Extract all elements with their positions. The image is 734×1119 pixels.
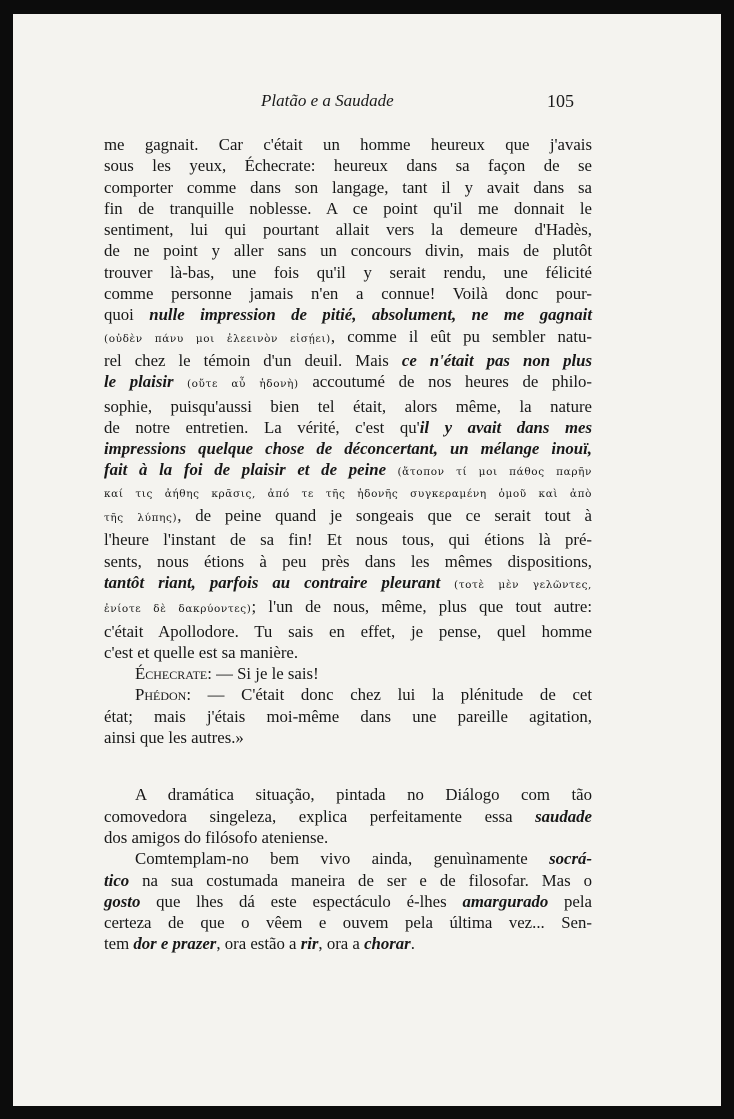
text-run: rel chez le témoin d'un deuil. Mais bbox=[104, 350, 402, 370]
emphasis: gosto bbox=[104, 891, 141, 911]
text-run: quoi bbox=[104, 305, 150, 325]
text-line: c'était Apollodore. Tu sais en effet, je pense, quel homme bbox=[104, 621, 592, 641]
text-line bbox=[104, 870, 592, 891]
text-run: accoutumé de nos heures de philo- bbox=[298, 372, 592, 392]
text-line: certeza de que o vêem e ouvem pela última vez... Sen- bbox=[104, 913, 592, 933]
page-header bbox=[13, 91, 721, 115]
emphasis: fait à la foi de plaisir et de peine bbox=[104, 460, 387, 480]
text-line bbox=[104, 350, 592, 371]
text-line bbox=[104, 891, 592, 912]
text-line: sophie, puisqu'aussi bien tel était, alors même, la nature bbox=[104, 396, 592, 416]
emphasis: tico bbox=[104, 870, 130, 890]
text-run: de notre entretien. La vérité, c'est qu' bbox=[104, 417, 420, 437]
text-line bbox=[104, 459, 592, 483]
text-line: A dramática situação, pintada no Diálogo com tão bbox=[135, 785, 592, 805]
emphasis: dor e prazer bbox=[133, 934, 217, 954]
commentary-paragraph-2 bbox=[104, 848, 592, 954]
greek-citation: ἐνίοτε δὲ δακρύοντες) bbox=[104, 603, 252, 616]
text-line bbox=[104, 326, 592, 350]
emphasis: tantôt riant, parfois au contraire pleurant bbox=[104, 572, 441, 592]
text-run: tem bbox=[104, 934, 134, 954]
text-run: . bbox=[410, 934, 415, 954]
body-text bbox=[104, 134, 592, 955]
text-line: dos amigos do filósofo ateniense. bbox=[104, 827, 329, 847]
emphasis: socrá- bbox=[549, 849, 592, 869]
text-run: , comme il eût pu sembler natu- bbox=[330, 326, 592, 346]
text-line: sents, nous étions à peu près dans les mêmes dispositions, bbox=[104, 551, 592, 571]
text-run: na sua costumada maneira de ser e de filosofar. Mas o bbox=[129, 870, 592, 890]
text-line bbox=[104, 806, 592, 827]
running-title: Platão e a Saudade bbox=[261, 91, 394, 110]
text-line bbox=[104, 417, 592, 438]
dialogue-line-phedon bbox=[104, 684, 592, 705]
text-run: , ora a bbox=[318, 934, 365, 954]
text-line: l'heure l'instant de sa fin! Et nous tous, qui étions là pré- bbox=[104, 530, 592, 550]
commentary-paragraph-1 bbox=[104, 784, 592, 848]
text-run: que lhes dá este espectáculo é-lhes bbox=[140, 891, 463, 911]
text-line bbox=[104, 848, 592, 869]
emphasis: ce n'était pas non plus bbox=[401, 350, 592, 370]
scanned-page bbox=[13, 14, 721, 1106]
emphasis: nulle impression de pitié, absolument, ne me gagnait bbox=[149, 305, 592, 325]
text-run: : — C'était donc chez lui la plénitude de cet bbox=[186, 685, 592, 705]
greek-citation: (οὔτε αὖ ἡδονὴ) bbox=[173, 378, 299, 391]
text-line: impressions quelque chose de déconcertant, un mélange inouï, bbox=[104, 439, 592, 459]
text-line: état; mais j'étais moi-même dans une pareille agitation, bbox=[104, 706, 592, 726]
text-run: Comtemplam-no bem vivo ainda, genuìnamente bbox=[135, 849, 550, 869]
emphasis: il y avait dans mes bbox=[419, 417, 592, 437]
text-line bbox=[104, 933, 592, 954]
text-run: comovedora singeleza, explica perfeitamente essa bbox=[104, 806, 536, 826]
text-line bbox=[104, 572, 592, 596]
text-run: , ora estão a bbox=[216, 934, 301, 954]
text-line bbox=[104, 596, 592, 620]
greek-citation-line: καί τις ἀήθης κρᾶσις, ἀπό τε τῆς ἡδονῆς συγκεραμένη ὁμοῦ καὶ ἀπὸ bbox=[104, 487, 592, 500]
emphasis: amargurado bbox=[462, 891, 549, 911]
text-line bbox=[104, 371, 592, 395]
text-line: trouver là-bas, une fois qu'il y serait rendu, une félicité bbox=[104, 262, 592, 282]
speaker-name: Échecrate bbox=[135, 664, 208, 684]
text-run: ; l'un de nous, même, plus que tout autre: bbox=[251, 597, 592, 617]
greek-citation: (ἄτοπον τί μοι πάθος παρῆν bbox=[386, 466, 592, 479]
text-run: : — Si je le sais! bbox=[207, 664, 319, 684]
text-line: comme personne jamais n'en a connue! Voilà donc pour- bbox=[104, 284, 592, 304]
text-line: comporter comme dans son langage, tant il y avait dans sa bbox=[104, 177, 592, 197]
text-line: fin de tranquille noblesse. A ce point qu'il me donnait le bbox=[104, 198, 592, 218]
text-line: de ne point y aller sans un concours divin, mais de plutôt bbox=[104, 241, 592, 261]
emphasis: rir bbox=[300, 934, 319, 954]
dialogue-line-echecrate bbox=[104, 663, 592, 684]
french-quotation bbox=[104, 134, 592, 748]
text-line bbox=[104, 304, 592, 325]
text-line: sous les yeux, Échecrate: heureux dans sa façon de se bbox=[104, 156, 592, 176]
text-line: me gagnait. Car c'était un homme heureux que j'avais bbox=[104, 135, 592, 154]
emphasis: chorar bbox=[364, 934, 411, 954]
emphasis: saudade bbox=[535, 806, 592, 826]
text-run: , de peine quand je songeais que ce serait tout à bbox=[177, 506, 592, 526]
speaker-name: Phédon bbox=[135, 685, 187, 705]
text-run: pela bbox=[548, 891, 592, 911]
emphasis: le plaisir bbox=[104, 372, 174, 392]
greek-citation: τῆς λύπης) bbox=[104, 512, 178, 525]
text-line: ainsi que les autres.» bbox=[104, 728, 244, 748]
paragraph-gap bbox=[104, 748, 592, 784]
text-line: c'est et quelle est sa manière. bbox=[104, 642, 299, 662]
page-number: 105 bbox=[547, 91, 574, 111]
text-line bbox=[104, 505, 592, 529]
text-line: sentiment, lui qui pourtant allait vers la demeure d'Hadès, bbox=[104, 220, 592, 240]
greek-citation: (τοτὲ μὲν γελῶντες, bbox=[440, 578, 592, 591]
greek-citation: (οὐδὲν πάνυ μοι ἐλεεινὸν εἰσῄει) bbox=[104, 332, 331, 345]
